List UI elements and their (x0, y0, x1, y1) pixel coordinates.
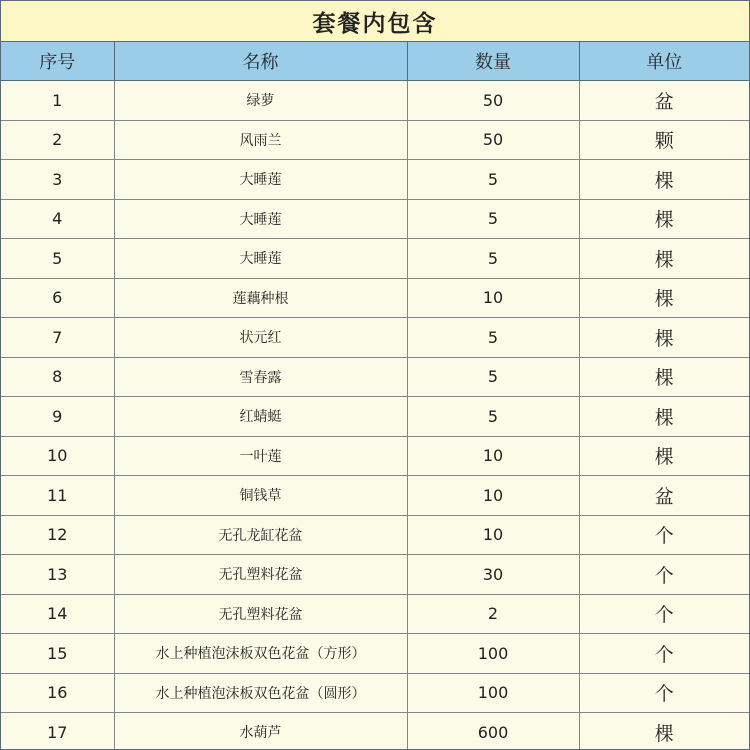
item-quantity: 5 (407, 397, 579, 437)
item-quantity: 600 (407, 713, 579, 750)
item-name: 无孔塑料花盆 (114, 594, 407, 634)
row-number: 11 (1, 476, 114, 516)
item-unit: 个 (579, 515, 749, 555)
table-row (1, 673, 749, 713)
table-row (1, 476, 749, 516)
item-unit: 棵 (579, 713, 749, 750)
item-unit: 棵 (579, 278, 749, 318)
item-quantity: 10 (407, 515, 579, 555)
item-unit: 棵 (579, 239, 749, 279)
item-quantity: 5 (407, 160, 579, 200)
item-unit: 棵 (579, 357, 749, 397)
row-number: 12 (1, 515, 114, 555)
item-unit: 颗 (579, 120, 749, 160)
header-qty: 数量 (407, 42, 579, 81)
table-row (1, 318, 749, 358)
header-no: 序号 (1, 42, 114, 81)
item-quantity: 5 (407, 357, 579, 397)
item-name: 雪春露 (114, 357, 407, 397)
row-number: 17 (1, 713, 114, 750)
row-number: 16 (1, 673, 114, 713)
item-quantity: 10 (407, 436, 579, 476)
item-unit: 个 (579, 634, 749, 674)
item-unit: 盆 (579, 476, 749, 516)
item-name: 大睡莲 (114, 160, 407, 200)
table-row (1, 81, 749, 121)
row-number: 8 (1, 357, 114, 397)
table-row (1, 357, 749, 397)
item-unit: 棵 (579, 318, 749, 358)
item-unit: 个 (579, 555, 749, 595)
item-unit: 棵 (579, 397, 749, 437)
item-quantity: 100 (407, 673, 579, 713)
row-number: 5 (1, 239, 114, 279)
item-name: 风雨兰 (114, 120, 407, 160)
table-row (1, 278, 749, 318)
item-name: 莲藕种根 (114, 278, 407, 318)
table-row (1, 397, 749, 437)
table-title: 套餐内包含 (1, 1, 749, 42)
row-number: 15 (1, 634, 114, 674)
row-number: 9 (1, 397, 114, 437)
header-row (1, 42, 749, 81)
item-quantity: 5 (407, 318, 579, 358)
header-unit: 单位 (579, 42, 749, 81)
row-number: 7 (1, 318, 114, 358)
table-row (1, 239, 749, 279)
item-name: 红蜻蜓 (114, 397, 407, 437)
item-quantity: 50 (407, 120, 579, 160)
table-row (1, 160, 749, 200)
table-row (1, 120, 749, 160)
item-quantity: 10 (407, 278, 579, 318)
item-quantity: 30 (407, 555, 579, 595)
item-quantity: 100 (407, 634, 579, 674)
item-name: 无孔塑料花盆 (114, 555, 407, 595)
item-quantity: 5 (407, 239, 579, 279)
row-number: 4 (1, 199, 114, 239)
item-quantity: 2 (407, 594, 579, 634)
item-name: 大睡莲 (114, 199, 407, 239)
package-contents-table (1, 42, 749, 750)
table-row (1, 594, 749, 634)
item-name: 水葫芦 (114, 713, 407, 750)
row-number: 1 (1, 81, 114, 121)
row-number: 2 (1, 120, 114, 160)
table-row (1, 634, 749, 674)
table-row (1, 713, 749, 750)
row-number: 6 (1, 278, 114, 318)
table-row (1, 515, 749, 555)
item-unit: 个 (579, 673, 749, 713)
item-name: 水上种植泡沫板双色花盆（圆形） (114, 673, 407, 713)
table-row (1, 436, 749, 476)
item-name: 状元红 (114, 318, 407, 358)
item-unit: 个 (579, 594, 749, 634)
item-name: 绿萝 (114, 81, 407, 121)
item-quantity: 50 (407, 81, 579, 121)
row-number: 3 (1, 160, 114, 200)
item-unit: 棵 (579, 199, 749, 239)
table-row (1, 199, 749, 239)
header-name: 名称 (114, 42, 407, 81)
item-unit: 盆 (579, 81, 749, 121)
item-name: 一叶莲 (114, 436, 407, 476)
item-unit: 棵 (579, 436, 749, 476)
item-name: 铜钱草 (114, 476, 407, 516)
item-name: 大睡莲 (114, 239, 407, 279)
row-number: 10 (1, 436, 114, 476)
item-quantity: 10 (407, 476, 579, 516)
item-name: 水上种植泡沫板双色花盆（方形） (114, 634, 407, 674)
row-number: 13 (1, 555, 114, 595)
item-name: 无孔龙缸花盆 (114, 515, 407, 555)
item-unit: 棵 (579, 160, 749, 200)
table-row (1, 555, 749, 595)
item-quantity: 5 (407, 199, 579, 239)
row-number: 14 (1, 594, 114, 634)
